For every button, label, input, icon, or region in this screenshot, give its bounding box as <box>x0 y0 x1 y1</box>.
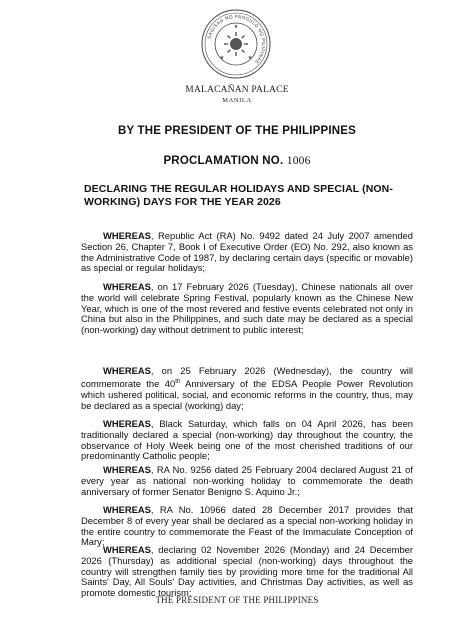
whereas-clause-6 <box>81 505 413 548</box>
clause-keyword: WHEREAS <box>103 281 151 292</box>
proclamation-heading <box>0 155 474 167</box>
clause-text: , declaring 02 November 2026 (Monday) and 24 December 2026 (Thursday) as additional special (non-working) days throughout the country will strengthen family ties by providing more time for the traditional All Saints' Day, All Souls' Day activities, and Christmas Day activities, as well as promote domestic tourism; <box>81 544 413 599</box>
ordinal-suffix: th <box>175 378 181 385</box>
proclamation-label: PROCLAMATION NO. <box>163 155 284 167</box>
svg-text:★: ★ <box>219 55 225 61</box>
clause-keyword: WHEREAS <box>103 230 151 241</box>
footer-signature-line: THE PRESIDENT OF THE PHILIPPINES <box>155 595 319 605</box>
svg-text:★: ★ <box>247 55 253 61</box>
whereas-clause-3 <box>81 366 413 411</box>
clause-text: , on 25 February 2026 (Wednesday), the country will commemorate the 40 <box>81 365 413 389</box>
document-title: DECLARING THE REGULAR HOLIDAYS AND SPECIAL (NON-WORKING) DAYS FOR THE YEAR 2026 <box>84 183 393 208</box>
clause-keyword: WHEREAS <box>103 504 151 515</box>
whereas-clause-1 <box>81 231 413 274</box>
whereas-clause-4 <box>81 419 413 462</box>
clause-text: Anniversary of the EDSA People Power Revolution which ushered political, social, and economic reforms in the country, thus, may be declared as a special (working) day; <box>81 377 413 411</box>
seal-text: SAGISAG NG PANGULO NG PILIPINAS <box>206 13 267 65</box>
office-name: MALACAÑAN PALACE <box>185 85 289 95</box>
clause-keyword: WHEREAS <box>103 544 151 555</box>
whereas-clause-5 <box>81 465 413 497</box>
whereas-clause-7 <box>81 545 413 599</box>
clause-text: , RA No. 10966 dated 28 December 2017 provides that December 8 of every year shall be declared as a special non-working holiday in the entire country to commemorate the Feast of the Immaculate Conception of Mary; <box>81 504 413 548</box>
svg-text:★: ★ <box>233 24 239 30</box>
clause-keyword: WHEREAS <box>103 365 151 376</box>
office-place: MANILA <box>222 97 252 104</box>
whereas-clause-2 <box>81 282 413 336</box>
presidential-seal <box>200 8 272 80</box>
proclamation-number: 1006 <box>286 155 311 167</box>
clause-keyword: WHEREAS <box>103 418 151 429</box>
clause-keyword: WHEREAS <box>103 464 151 475</box>
clause-text: , on 17 February 2026 (Tuesday), Chinese nationals all over the world will celebrate Spring Festival, popularly known as the Chinese New Year, which is one of the most revered and festive events celebrated not only in China but also in the Philippines, and such date may be declared as a special (non-working) day without detriment to public interest; <box>81 281 413 336</box>
issuing-authority: BY THE PRESIDENT OF THE PHILIPPINES <box>117 125 357 137</box>
clause-text: , Black Saturday, which falls on 04 April 2026, has been traditionally declared a special (non-working) day throughout the country, the observance of Holy Week being one of the most cherished traditions of our predominantly Catholic people; <box>81 418 413 462</box>
clause-text: , Republic Act (RA) No. 9492 dated 24 July 2007 amended Section 26, Chapter 7, Book I of Executive Order (EO) No. 292, also known as the Administrative Code of 1987, by declaring certain days (specific or movable) as special or regular holidays; <box>81 230 413 274</box>
clause-text: , RA No. 9256 dated 25 February 2004 declared August 21 of every year as national non-working holiday to commemorate the death anniversary of former Senator Benigno S. Aquino Jr.; <box>81 464 413 497</box>
